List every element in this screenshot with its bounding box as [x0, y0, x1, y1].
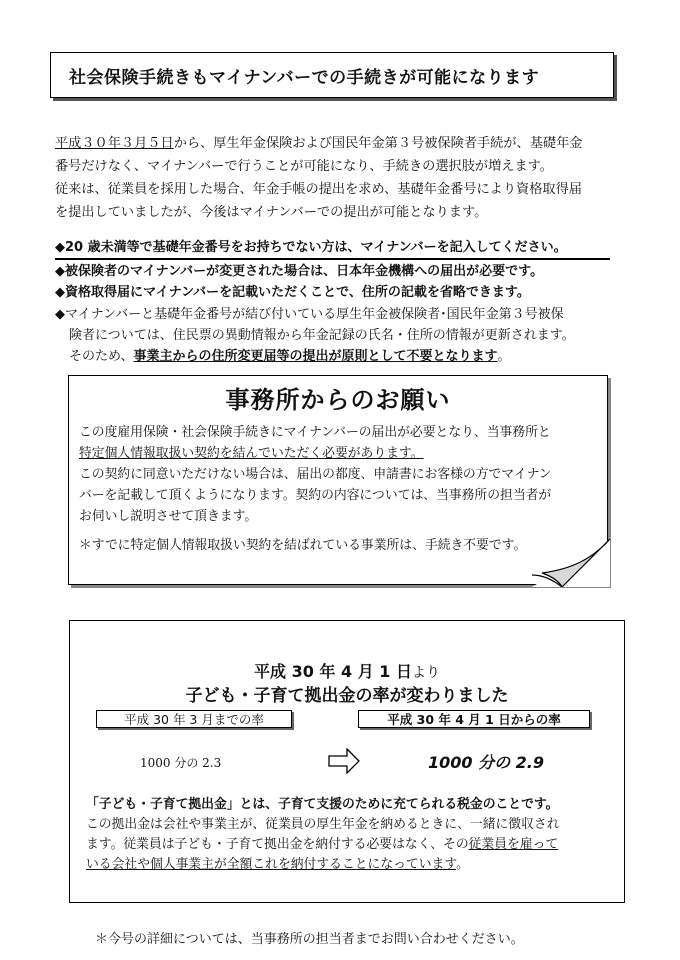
bullet-4-line-3-post: 。: [497, 349, 511, 364]
new-rate-label: 平成 30 年 4 月 1 日からの率: [358, 710, 590, 728]
notice-text: [79, 422, 599, 556]
desc-line-2: この拠出金は会社や事業主が、従業員の厚生年金を納めるときに、一緒に徴収され: [86, 817, 560, 832]
old-rate-value: 1000 分の 2.3: [140, 756, 222, 770]
intro-line-1: から、厚生年金保険および国民年金第３号被保険者手続が、基礎年金: [173, 136, 583, 151]
intro-date: 平成３０年３月５日: [55, 136, 174, 151]
rate-date: 平成 30 年 4 月 1 日: [254, 662, 412, 681]
bullet-4-line-3-pre: そのため、: [69, 349, 134, 364]
bullet-4: [55, 304, 630, 367]
notice-line-6: ＊すでに特定個人情報取扱い契約を結ばれている事業所は、手続き不要です。: [79, 538, 527, 553]
notice-title: 事務所からのお願い: [225, 386, 451, 414]
intro-line-4: を提出していましたが、今後はマイナンバーでの提出が可能となります。: [55, 205, 488, 220]
rate-date-heading: [70, 659, 624, 682]
desc-line-4-post: 。: [456, 857, 469, 872]
bullet-2: ◆被保険者のマイナンバーが変更された場合は、日本年金機構への届出が必要です。: [55, 264, 544, 279]
rate-headline: 子ども・子育て拠出金の率が変わりました: [185, 686, 509, 706]
new-rate-value: 1000 分の 2.9: [428, 753, 545, 772]
page-curl-icon: [532, 539, 610, 587]
notice-line-4: バーを記載して頂くようになります。契約の内容については、当事務所の担当者が: [79, 488, 552, 503]
old-rate-label: 平成 30 年 3 月までの率: [96, 710, 292, 728]
rate-date-suffix: より: [411, 665, 440, 681]
intro-line-2: 番号だけなく、マイナンバーで行うことが可能になり、手続きの選択肢が増えます。: [55, 159, 553, 174]
intro-paragraph: [55, 132, 625, 224]
desc-line-1: 「子ども・子育て拠出金」とは、子育て支援のために充てられる税金のことです。: [86, 797, 559, 812]
bullet-4-line-3-underlined: 事業主からの住所変更届等の提出が原則として不要となります: [133, 349, 498, 364]
rate-change-box: [69, 620, 625, 903]
notice-line-2: 特定個人情報取扱い契約を結んでいただく必要があります。: [79, 446, 424, 461]
desc-line-3-pre: ます。従業員は子ども・子育て拠出金を納付する必要はなく、その: [86, 837, 469, 852]
footer-note: ＊今号の詳細については、当事務所の担当者までお問い合わせください。: [95, 932, 524, 947]
desc-line-3-underlined: 従業員を雇って: [468, 837, 559, 852]
arrow-right-icon: [328, 748, 360, 774]
bullet-1: ◆20 歳未満等で基礎年金番号をお持ちでない方は、マイナンバーを記入してください。: [55, 237, 610, 260]
notice-box: [68, 375, 608, 585]
bullet-3: ◆資格取得届にマイナンバーを記載いただくことで、住所の記載を省略できます。: [55, 285, 530, 300]
page-title: [50, 52, 614, 98]
notice-line-1: この度雇用保険・社会保険手続きにマイナンバーの届出が必要となり、当事務所と: [79, 425, 551, 440]
rate-description: [86, 795, 616, 875]
page-title-text: 社会保険手続きもマイナンバーでの手続きが可能になります: [69, 67, 540, 88]
bullet-4-line-2: 険者については、住民票の異動情報から年金記録の氏名・住所の情報が更新されます。: [69, 328, 575, 343]
bullet-4-line-1: ◆マイナンバーと基礎年金番号が結び付いている厚生年金被保険者･国民年金第３号被保: [55, 307, 564, 322]
desc-line-4-underlined: いる会社や個人事業主が全額これを納付することになっています: [86, 857, 457, 872]
intro-line-3: 従来は、従業員を採用した場合、年金手帳の提出を求め、基礎年金番号により資格取得届: [55, 182, 582, 197]
notice-line-3: この契約に同意いただけない場合は、届出の都度、申請書にお客様の方でマイナン: [79, 467, 552, 482]
notice-line-5: お伺いし説明させて頂きます。: [79, 509, 258, 524]
